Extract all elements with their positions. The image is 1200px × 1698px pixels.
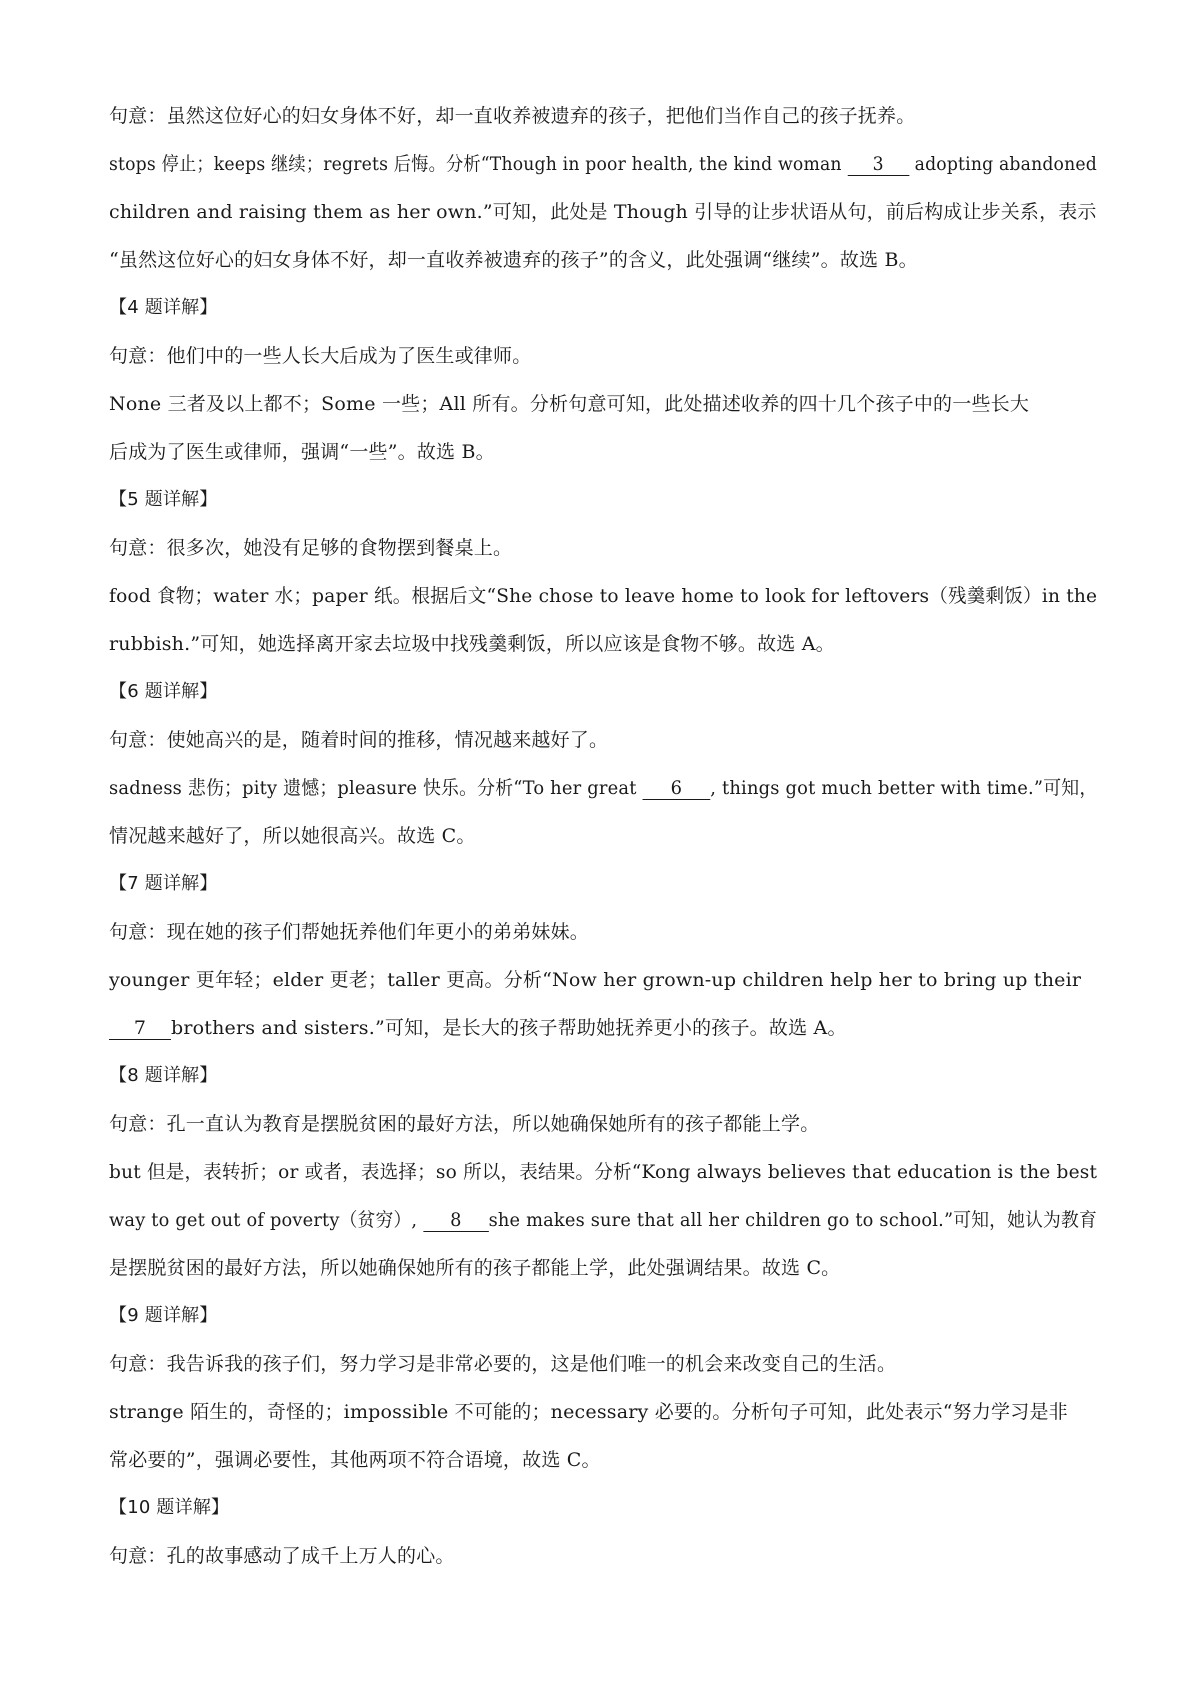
text-line	[109, 1532, 1097, 1580]
line-text: None 三者及以上都不；Some 一些；All 所有。分析句意可知，此处描述收养的四十几个孩子中的一些长大	[109, 393, 1030, 415]
text-line	[109, 1100, 1097, 1148]
line-text-after-blank: brothers and sisters.”可知，是长大的孩子帮助她抚养更小的孩子。故选 A。	[171, 1017, 847, 1039]
line-text-after-blank: she makes sure that all her children go to school.”可知，她认为教育	[488, 1209, 1097, 1231]
text-line	[109, 1388, 1097, 1436]
heading-text: 【4 题详解】	[109, 297, 218, 318]
line-text: 句意：我告诉我的孩子们，努力学习是非常必要的，这是他们唯一的机会来改变自己的生活。	[109, 1353, 897, 1375]
text-line	[109, 716, 1097, 764]
line-text: way to get out of poverty（贫穷）,	[109, 1209, 424, 1231]
text-line	[109, 524, 1097, 572]
line-text: strange 陌生的，奇怪的；impossible 不可能的；necessary 必要的。分析句子可知，此处表示“努力学习是非	[109, 1401, 1068, 1423]
question-heading	[109, 1052, 1097, 1100]
line-text: children and raising them as her own.”可知，此处是 Though 引导的让步状语从句，前后构成让步关系，表示	[109, 201, 1097, 223]
line-text: sadness 悲伤；pity 遗憾；pleasure 快乐。分析“To her great	[109, 777, 643, 799]
line-text-after-blank: adopting abandoned	[908, 153, 1097, 175]
line-text-after-blank: , things got much better with time.”可知，	[710, 777, 1098, 799]
line-text: 句意：现在她的孩子们帮她抚养他们年更小的弟弟妹妹。	[109, 921, 590, 943]
question-heading	[109, 1292, 1097, 1340]
heading-text: 【8 题详解】	[109, 1065, 218, 1086]
text-line	[109, 1436, 1097, 1484]
text-line	[109, 92, 1097, 140]
text-line	[109, 332, 1097, 380]
text-line	[109, 1196, 1097, 1244]
text-line	[109, 1340, 1097, 1388]
line-text: 句意：他们中的一些人长大后成为了医生或律师。	[109, 345, 532, 367]
line-text: 句意：使她高兴的是，随着时间的推移，情况越来越好了。	[109, 729, 609, 751]
line-text: food 食物；water 水；paper 纸。根据后文“She chose to leave home to look for leftovers（残羹剩饭）in the	[109, 585, 1098, 607]
text-line	[109, 380, 1097, 428]
answer-blank: 3	[847, 153, 909, 176]
line-text: 句意：很多次，她没有足够的食物摆到餐桌上。	[109, 537, 513, 559]
answer-blank: 6	[642, 777, 710, 800]
line-text: rubbish.”可知，她选择离开家去垃圾中找残羹剩饭，所以应该是食物不够。故选 A。	[109, 633, 835, 655]
line-text: 是摆脱贫困的最好方法，所以她确保她所有的孩子都能上学，此处强调结果。故选 C。	[109, 1257, 841, 1279]
line-text: but 但是，表转折；or 或者，表选择；so 所以，表结果。分析“Kong always believes that education is the best	[109, 1161, 1098, 1183]
question-heading	[109, 284, 1097, 332]
line-text: 后成为了医生或律师，强调“一些”。故选 B。	[109, 441, 495, 463]
answer-explanations	[109, 92, 1097, 1580]
text-line	[109, 188, 1095, 236]
text-line	[109, 1148, 1098, 1196]
heading-text: 【6 题详解】	[109, 681, 218, 702]
text-line	[109, 956, 1097, 1004]
text-line	[109, 1004, 1097, 1052]
question-heading	[109, 668, 1097, 716]
line-text: 句意：孔一直认为教育是摆脱贫困的最好方法，所以她确保她所有的孩子都能上学。	[109, 1113, 820, 1135]
text-line	[109, 428, 1097, 476]
text-line	[109, 572, 1098, 620]
line-text: 常必要的”，强调必要性，其他两项不符合语境，故选 C。	[109, 1449, 601, 1471]
line-text: “虽然这位好心的妇女身体不好，却一直收养被遗弃的孩子”的含义，此处强调“继续”。故选 B。	[109, 249, 918, 271]
heading-text: 【7 题详解】	[109, 873, 218, 894]
line-text: 句意：虽然这位好心的妇女身体不好，却一直收养被遗弃的孩子，把他们当作自己的孩子抚养。	[109, 105, 916, 127]
text-line	[109, 1244, 1097, 1292]
heading-text: 【5 题详解】	[109, 489, 218, 510]
question-heading	[109, 476, 1097, 524]
question-heading	[109, 1484, 1097, 1532]
answer-blank: 7	[109, 1017, 171, 1040]
line-text: younger 更年轻；elder 更老；taller 更高。分析“Now her grown-up children help her to bring up their	[109, 969, 1082, 991]
text-line	[109, 908, 1097, 956]
answer-blank: 8	[423, 1209, 488, 1232]
heading-text: 【9 题详解】	[109, 1305, 218, 1326]
line-text: 情况越来越好了，所以她很高兴。故选 C。	[109, 825, 476, 847]
text-line	[109, 236, 1097, 284]
line-text: stops 停止；keeps 继续；regrets 后悔。分析“Though in poor health, the kind woman	[109, 153, 848, 175]
text-line	[109, 812, 1097, 860]
question-heading	[109, 860, 1097, 908]
text-line	[109, 140, 1097, 188]
line-text: 句意：孔的故事感动了成千上万人的心。	[109, 1545, 455, 1567]
heading-text: 【10 题详解】	[109, 1497, 230, 1518]
text-line	[109, 764, 1098, 812]
text-line	[109, 620, 1097, 668]
